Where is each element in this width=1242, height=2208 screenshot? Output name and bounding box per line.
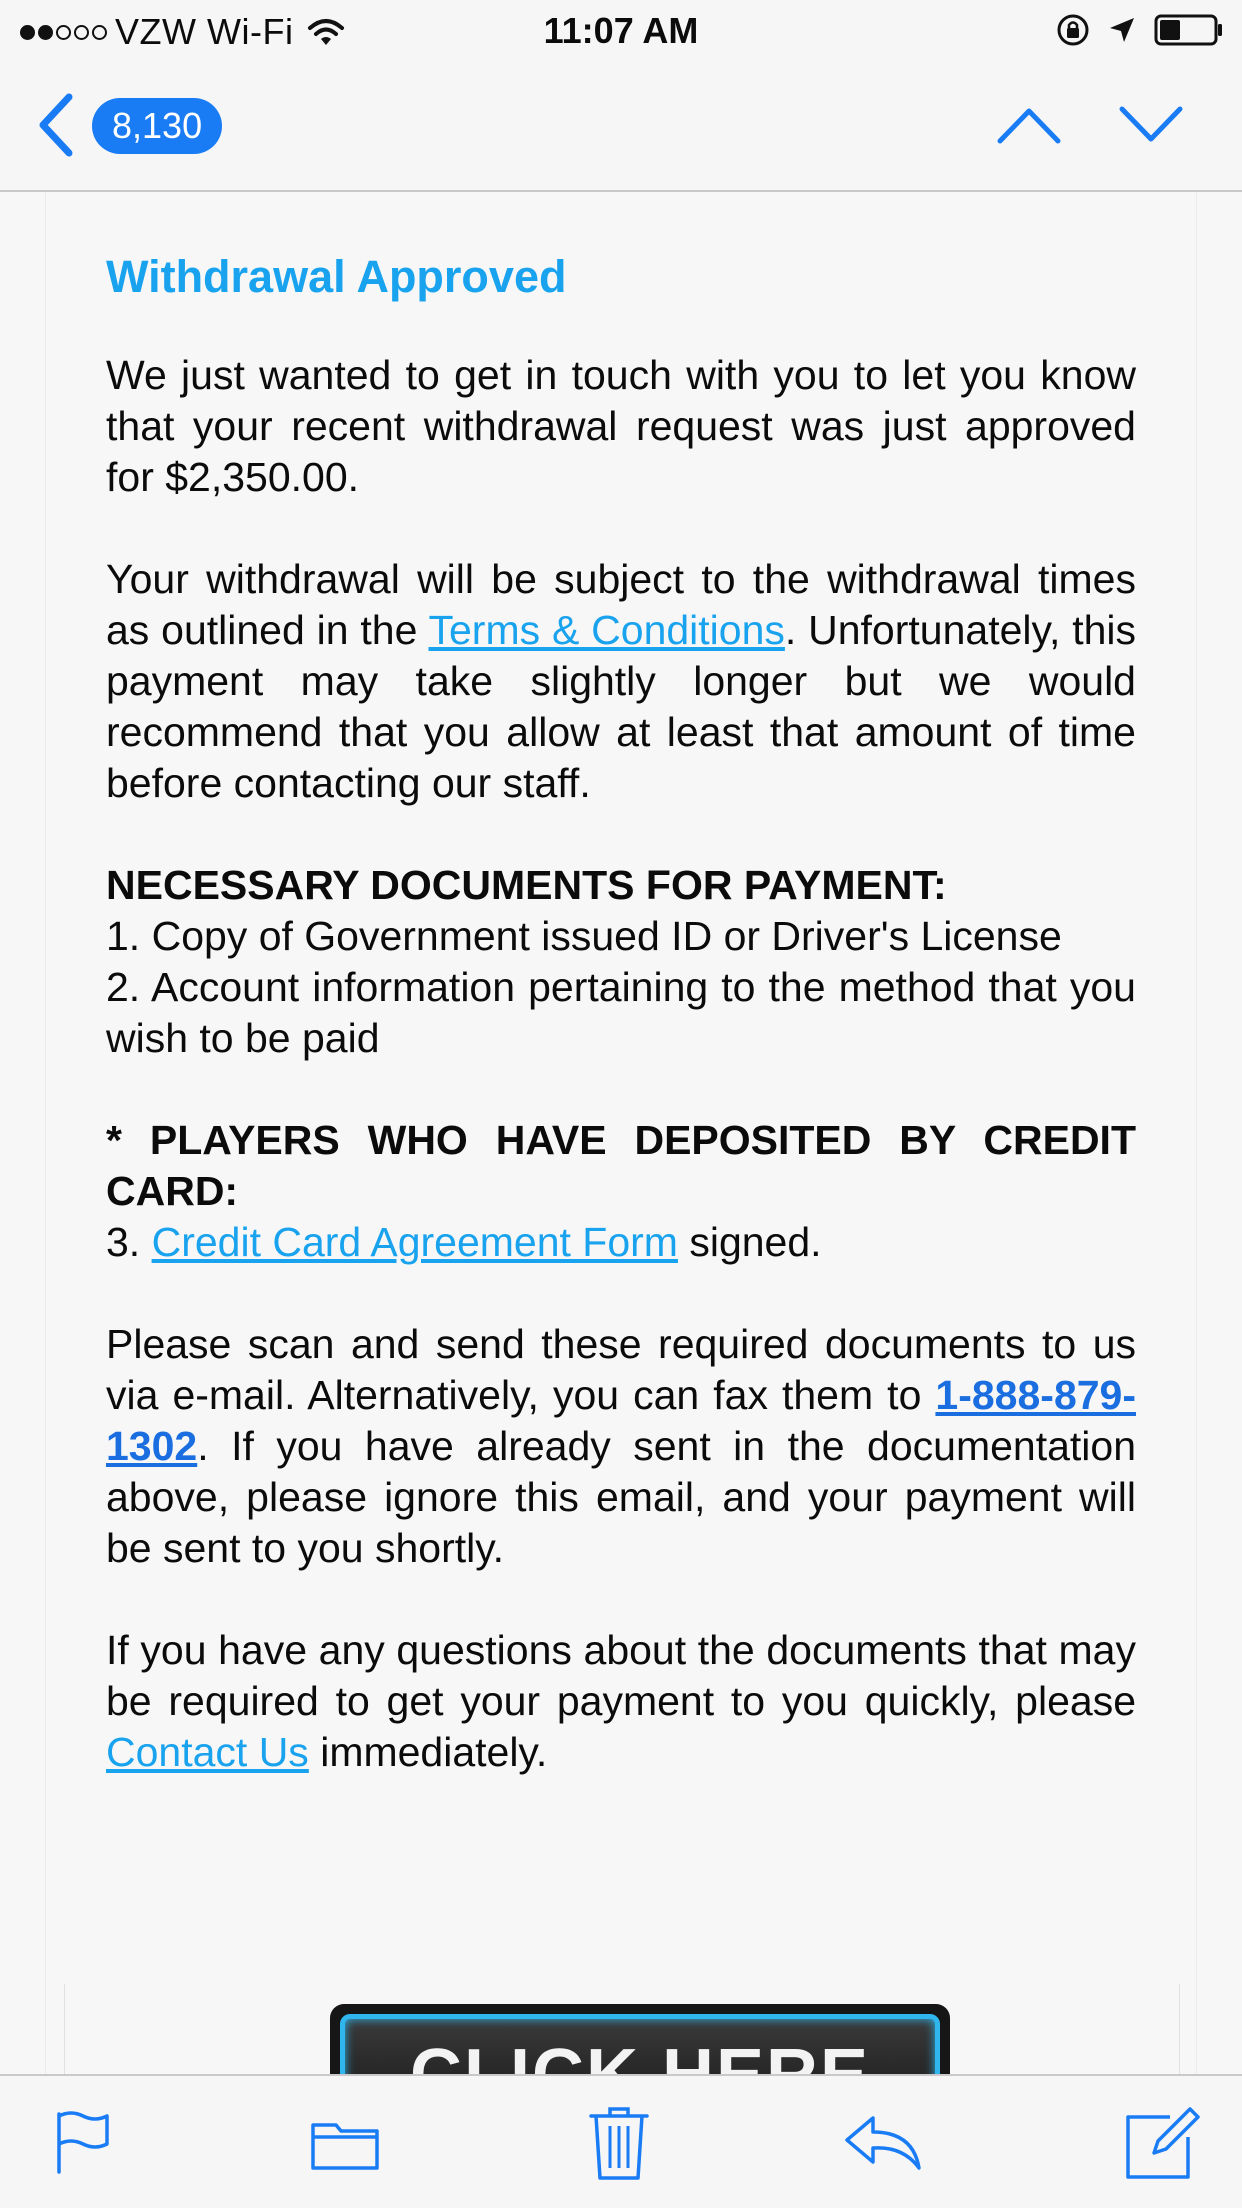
email-text xyxy=(106,250,1136,1829)
nav-bar xyxy=(0,62,1242,192)
status-bar xyxy=(0,0,1242,62)
compose-icon xyxy=(1124,2105,1202,2181)
paragraph-text: . Unfortunately, this payment may take slightly longer but we would recommend that you allow at least that amount of time before contacting our staff. xyxy=(106,607,1136,806)
terms-conditions-link[interactable]: Terms & Conditions xyxy=(428,607,785,653)
flag-icon xyxy=(53,2110,113,2176)
paragraph-text: . If you have already sent in the documentation above, please ignore this email, and your payment will be sent to you shortly. xyxy=(106,1423,1136,1571)
paragraph-approval: We just wanted to get in touch with you to let you know that your recent withdrawal request was just approved for $2,350.00. xyxy=(106,352,1136,500)
paragraph-text: Please scan and send these required documents to us via e-mail. Alternatively, you can fax them to xyxy=(106,1321,1136,1418)
reply-icon xyxy=(843,2114,923,2172)
paragraph-text: immediately. xyxy=(308,1729,548,1775)
item-text: signed. xyxy=(677,1219,822,1265)
reply-button[interactable] xyxy=(838,2098,928,2188)
paragraph-send-documents xyxy=(106,1319,1136,1574)
paragraph-text: Your withdrawal will be subject to the withdrawal times as outlined in the xyxy=(106,556,1136,653)
documents-heading: NECESSARY DOCUMENTS FOR PAYMENT: xyxy=(106,862,947,908)
folder-icon xyxy=(310,2115,380,2171)
document-item-3 xyxy=(106,1217,1136,1268)
carrier-label: VZW Wi-Fi xyxy=(115,11,294,52)
move-to-folder-button[interactable] xyxy=(300,2098,390,2188)
orientation-lock-icon xyxy=(1056,13,1090,52)
battery-icon xyxy=(1154,13,1224,52)
back-button[interactable] xyxy=(30,92,80,158)
flag-button[interactable] xyxy=(38,2098,128,2188)
bottom-toolbar xyxy=(0,2074,1242,2208)
email-body[interactable] xyxy=(46,192,1196,2074)
trash-icon xyxy=(588,2104,650,2182)
credit-card-form-link[interactable]: Credit Card Agreement Form xyxy=(151,1219,678,1265)
previous-message-button[interactable] xyxy=(994,92,1064,158)
paragraph-text: If you have any questions about the documents that may be required to get your payment to you quickly, please xyxy=(106,1627,1136,1724)
fax-phone-link[interactable]: 1-888-879-1302 xyxy=(106,1372,1136,1469)
credit-card-heading: * PLAYERS WHO HAVE DEPOSITED BY CREDIT CARD: xyxy=(106,1117,1136,1214)
item-number: 3. xyxy=(106,1219,152,1265)
contact-us-link[interactable]: Contact Us xyxy=(106,1729,309,1775)
email-heading: Withdrawal Approved xyxy=(106,251,567,302)
clock: 11:07 AM xyxy=(543,10,699,51)
document-item-1: 1. Copy of Government issued ID or Driver's License xyxy=(106,913,1062,959)
compose-button[interactable] xyxy=(1118,2098,1208,2188)
chevron-up-icon xyxy=(996,105,1062,145)
status-right xyxy=(1056,10,1224,54)
paragraph-contact xyxy=(106,1625,1136,1778)
message-count-badge[interactable]: 8,130 xyxy=(92,98,222,154)
document-item-2: 2. Account information pertaining to the method that you wish to be paid xyxy=(106,964,1136,1061)
location-arrow-icon xyxy=(1108,16,1136,49)
next-message-button[interactable] xyxy=(1116,92,1186,158)
chevron-down-icon xyxy=(1118,105,1184,145)
paragraph-withdrawal-times xyxy=(106,554,1136,809)
chevron-left-icon xyxy=(37,93,73,157)
trash-button[interactable] xyxy=(574,2098,664,2188)
